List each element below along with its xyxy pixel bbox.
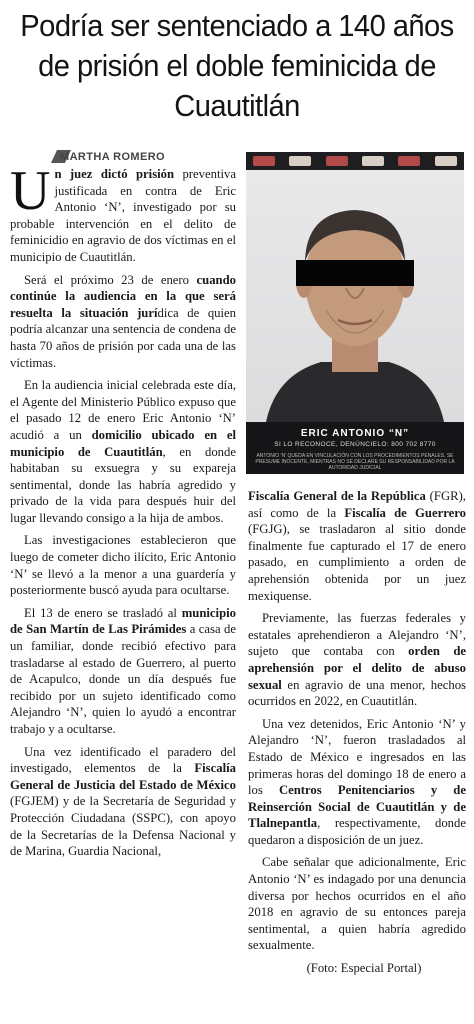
- paragraph-2: Será el próximo 23 de enero cuando continúe la audiencia en la que será resuelta la situación jurídica de quien podría alcanzar una sentencia de condena de hasta 70 años de prisión por cada una de las víctimas.: [10, 272, 236, 370]
- photo-fine-print: ANTONIO 'N' QUEDA EN VINCULACIÓN CON LOS PROCEDIMIENTOS PENALES. SE PRESUME INOCENTE, MIENTRAS NO SE DECLARE SU RESPONSABILIDAD POR LA AUTORIDAD JUDICIAL: [255, 453, 455, 471]
- paragraph-5: El 13 de enero se trasladó al municipio de San Martín de Las Pirámides a casa de un familiar, donde recibió efectivo para trasladarse al estado de Guerrero, al puerto de Acapulco, donde un día después fue recibido por un sujeto identificado como Alejandro ‘N’, quien lo ayudó a encontrar trabajo y a ocultarse.: [10, 605, 236, 736]
- photo-caption-band: [246, 422, 464, 474]
- photo-credit: (Foto: Especial Portal): [306, 961, 422, 976]
- photo-tip-line: SI LO RECONOCE, DENÚNCIELO: 800 702 8770: [274, 441, 436, 448]
- paragraph-7: Fiscalía General de la República (FGR), así como de la Fiscalía de Guerrero (FGJG), se trasladaron al sitio donde finalmente fue capturado el 17 de enero pasado, en cumplimiento a orden de aprehensión obtenida por un juez mexiquense.: [248, 489, 466, 603]
- suspect-photo: [246, 152, 464, 474]
- paragraph-1: Un juez dictó prisión preventiva justificada en contra de Eric Antonio ‘N’, investigado por su probable intervención en el delito de feminicidio en agravio de dos víctimas en el municipio de Cuautitlán.: [10, 166, 236, 264]
- article-column-right: [248, 488, 466, 1018]
- agency-logo-icon: [398, 156, 420, 166]
- paragraph-4: Las investigaciones establecieron que luego de cometer dicho ilícito, Eric Antonio ‘N’ se llevó a la menor a una guardería y posteriormente buscó ayuda para ocultarse.: [10, 533, 236, 598]
- paragraph-10: Cabe señalar que adicionalmente, Eric Antonio ‘N’ es indagado por una denuncia diversa por hechos ocurridos en el año 2018 en agravio de su entonces pareja sentimental, a quien habría agredido sexualmente.: [248, 855, 466, 953]
- agency-logo-icon: [435, 156, 457, 166]
- byline: MARTHA ROMERO: [60, 151, 166, 163]
- paragraph-8: Previamente, las fuerzas federales y estatales aprehendieron a Alejandro ‘N’, sujeto que contaba con orden de aprehensión por el delito de abuso sexual en agravio de una menor, hechos ocurridos en 2022, en Cuautitlán.: [248, 611, 466, 709]
- paragraph-3: En la audiencia inicial celebrada este día, el Agente del Ministerio Público expuso que el pasado 12 de enero Eric Antonio ‘N’ acudió a un domicilio ubicado en el municipio de Cuautitlán, en donde habitaban su exsuegra y su expareja sentimental, donde las habría agredido y privado de la vida para después huir del lugar llevando consigo a la hija de ambos.: [10, 378, 236, 525]
- article-column-left: [10, 166, 236, 1016]
- agency-logo-strip: [246, 152, 464, 170]
- agency-logo-icon: [326, 156, 348, 166]
- paragraph-9: Una vez detenidos, Eric Antonio ‘N’ y Alejandro ‘N’, fueron trasladados al Estado de México e ingresados en las primeras horas del domingo 18 de enero a los Centros Penitenciarios y de Reinserción Social de Cuautitlán y de Tlalnepantla, respectivamente, donde quedaron a disposición de un juez.: [248, 716, 466, 847]
- agency-logo-icon: [253, 156, 275, 166]
- censor-bar: [296, 260, 414, 286]
- photo-name-tag: ERIC ANTONIO “N”: [300, 428, 410, 439]
- agency-logo-icon: [362, 156, 384, 166]
- headline: Podría ser sentenciado a 140 años de prisión el doble feminicida de Cuautitlán: [20, 8, 454, 123]
- dropcap: U: [10, 166, 51, 222]
- agency-logo-icon: [289, 156, 311, 166]
- suspect-portrait: [246, 170, 464, 422]
- paragraph-6: Una vez identificado el paradero del investigado, elementos de la Fiscalía General de Justicia del Estado de México (FGJEM) y de la Secretaría de Seguridad y Protección Ciudadana (SSPC), con apoyo de la Secretarías de la Defensa Nacional y de Marina, Guardia Nacional,: [10, 744, 236, 859]
- lead-text: n juez dictó prisión: [54, 167, 175, 181]
